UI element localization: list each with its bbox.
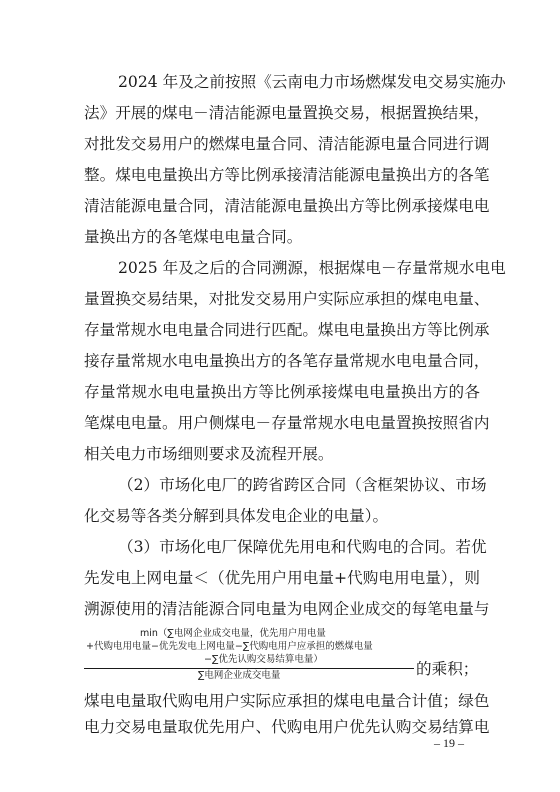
paragraph-2-line-5: 存量常规水电电量换出方等比例承接煤电电量换出方的各 (84, 383, 480, 401)
paragraph-4-line-3: 溯源使用的清洁能源合同电量为电网企业成交的每笔电量与 (84, 600, 490, 618)
paragraph-1-line-1: 2024 年及之前按照《云南电力市场燃煤发电交易实施办 (118, 73, 506, 91)
paragraph-4-line-2: 先发电上网电量＜（优先用户用电量+代购电用电量），则 (84, 569, 480, 587)
paragraph-1-line-5: 清洁能源电量合同，清洁能源电量换出方等比例承接煤电电 (84, 197, 490, 215)
formula-denominator: ∑电网企业成交电量 (198, 670, 281, 681)
paragraph-3-line-2: 化交易等各类分解到具体发电企业的电量）。 (84, 507, 389, 525)
fraction-formula (84, 628, 414, 681)
paragraph-1-line-6: 量换出方的各笔煤电电量合同。 (84, 228, 303, 246)
closing-line-1: 煤电电量取代购电用户实际应承担的煤电电量合计值；绿色 (84, 692, 490, 710)
paragraph-3-line-1: （2）市场化电厂的跨省跨区合同（含框架协议、市场 (118, 476, 487, 494)
closing-line-2: 电力交易电量取优先用户、代购电用户优先认购交易结算电 (84, 718, 490, 736)
formula-numerator-line-3: −∑优先认购交易结算电量） (204, 654, 323, 665)
paragraph-2-line-7: 相关电力市场细则要求及流程开展。 (84, 445, 334, 463)
paragraph-2-line-4: 接存量常规水电电量换出方的各笔存量常规水电电量合同， (84, 352, 490, 370)
formula-tail-text: 的乘积； (416, 660, 479, 678)
page-number: – 19 – (434, 736, 464, 750)
paragraph-2-line-2: 量置换交易结果，对批发交易用户实际应承担的煤电电量、 (84, 290, 490, 308)
fraction-bar (84, 668, 414, 669)
paragraph-2-line-1: 2025 年及之后的合同溯源，根据煤电－存量常规水电电 (118, 259, 506, 277)
paragraph-2-line-3: 存量常规水电电量合同进行匹配。煤电电量换出方等比例承 (84, 321, 490, 339)
formula-numerator-line-1: min（∑电网企业成交电量，优先用户用电量 (140, 628, 326, 639)
paragraph-1-line-4: 整。煤电电量换出方等比例承接清洁能源电量换出方的各笔 (84, 166, 490, 184)
paragraph-1-line-2: 法》开展的煤电－清洁能源电量置换交易，根据置换结果， (84, 104, 490, 122)
paragraph-4-line-1: （3）市场化电厂保障优先用电和代购电的合同。若优 (118, 538, 487, 556)
paragraph-2-line-6: 笔煤电电量。用户侧煤电－存量常规水电电量置换按照省内 (84, 414, 490, 432)
paragraph-1-line-3: 对批发交易用户的燃煤电量合同、清洁能源电量合同进行调 (84, 135, 490, 153)
formula-numerator-line-2: +代购电用电量−优先发电上网电量−∑代购电用户应承担的燃煤电量 (86, 641, 373, 652)
